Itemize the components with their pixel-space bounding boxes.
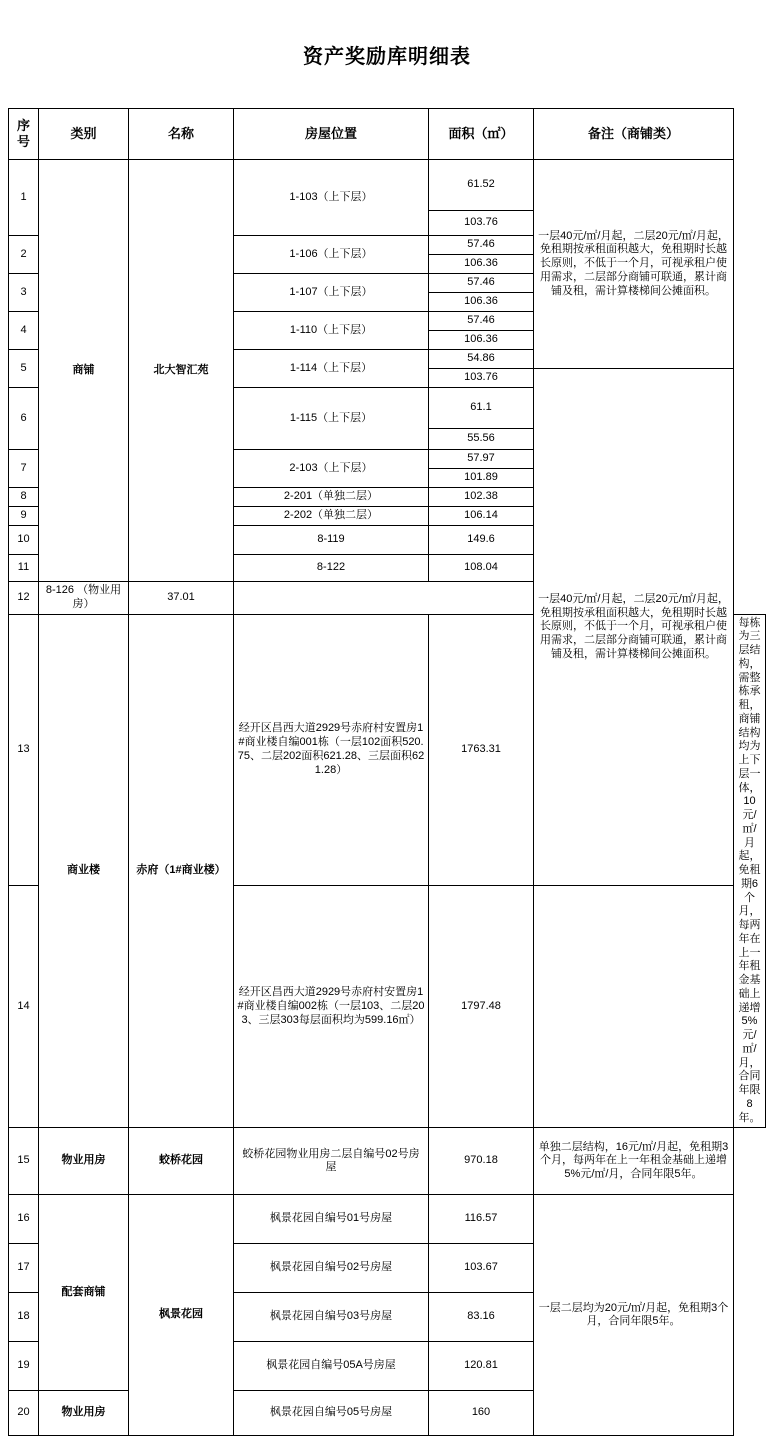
cell-location: 8-119 [234, 526, 429, 555]
cell-location: 2-103（上下层） [234, 450, 429, 488]
cell-location: 8-126 （物业用房） [39, 582, 129, 615]
cell-seq: 3 [9, 274, 39, 312]
cell-location: 枫景花园自编号01号房屋 [234, 1195, 429, 1244]
cell-note: 每栋为三层结构，需整栋承租，商铺结构均为上下层一体，10元/㎡/月起，免租期6个月，每两年在上一年租金基础上递增5%元/㎡/月，合同年限8年。 [734, 614, 766, 1128]
cell-location: 2-202（单独二层） [234, 507, 429, 526]
cell-name: 北大智汇苑 [129, 160, 234, 582]
cell-area: 61.1 [429, 388, 534, 429]
cell-area: 149.6 [429, 526, 534, 555]
cell-location: 蛟桥花园物业用房二层自编号02号房屋 [234, 1128, 429, 1195]
cell-area-secondary: 106.36 [429, 255, 534, 274]
cell-note: 一层40元/㎡/月起，二层20元/㎡/月起，免租期按承租面积越大，免租期时长越长原则，不低于一个月，可视承租户使用需求，二层部分商铺可联通，累计商铺及租，需计算楼梯间公摊面积。 [534, 160, 734, 369]
cell-category: 商铺 [39, 160, 129, 582]
cell-seq: 18 [9, 1293, 39, 1342]
cell-location: 枫景花园自编号05号房屋 [234, 1391, 429, 1436]
cell-location: 经开区昌西大道2929号赤府村安置房1#商业楼自编002栋（一层103、二层203、三层303每层面积均为599.16㎡） [234, 886, 429, 1128]
header-location: 房屋位置 [234, 109, 429, 160]
cell-area-secondary: 106.36 [429, 331, 534, 350]
cell-seq: 14 [9, 886, 39, 1128]
cell-note: 一层40元/㎡/月起，二层20元/㎡/月起，免租期按承租面积越大，免租期时长越长原则，不低于一个月，可视承租户使用需求，二层部分商铺可联通，累计商铺及租，需计算楼梯间公摊面积。 [534, 369, 734, 886]
header-area: 面积（㎡） [429, 109, 534, 160]
cell-area: 54.86 [429, 350, 534, 369]
cell-category: 商业楼 [39, 614, 129, 1128]
cell-note: 单独二层结构，16元/㎡/月起，免租期3个月，每两年在上一年租金基础上递增5%元/㎡/月，合同年限5年。 [534, 1128, 734, 1195]
cell-category: 物业用房 [39, 1128, 129, 1195]
cell-area: 37.01 [129, 582, 234, 615]
cell-seq: 13 [9, 614, 39, 886]
table-row [9, 1195, 766, 1244]
cell-category: 物业用房 [39, 1391, 129, 1436]
cell-area: 83.16 [429, 1293, 534, 1342]
header-name: 名称 [129, 109, 234, 160]
cell-location: 1-103（上下层） [234, 160, 429, 236]
cell-area: 1797.48 [429, 886, 534, 1128]
cell-area: 160 [429, 1391, 534, 1436]
cell-location: 1-114（上下层） [234, 350, 429, 388]
table-header-row [9, 109, 766, 160]
cell-seq: 17 [9, 1244, 39, 1293]
cell-seq: 2 [9, 236, 39, 274]
cell-area: 102.38 [429, 488, 534, 507]
title-block [8, 0, 766, 108]
header-category: 类别 [39, 109, 129, 160]
cell-seq: 7 [9, 450, 39, 488]
cell-seq: 16 [9, 1195, 39, 1244]
cell-seq: 6 [9, 388, 39, 450]
cell-seq: 12 [9, 582, 39, 615]
cell-seq: 8 [9, 488, 39, 507]
table-row [9, 160, 766, 211]
cell-area: 61.52 [429, 160, 534, 211]
cell-seq: 4 [9, 312, 39, 350]
cell-location: 枫景花园自编号02号房屋 [234, 1244, 429, 1293]
cell-location: 枫景花园自编号03号房屋 [234, 1293, 429, 1342]
cell-area: 106.14 [429, 507, 534, 526]
cell-name: 蛟桥花园 [129, 1128, 234, 1195]
cell-area: 57.46 [429, 274, 534, 293]
cell-area: 1763.31 [429, 614, 534, 886]
cell-seq: 10 [9, 526, 39, 555]
cell-area: 57.97 [429, 450, 534, 469]
page-title: 资产奖励库明细表 [303, 45, 471, 68]
cell-name: 赤府（1#商业楼） [129, 614, 234, 1128]
cell-area: 120.81 [429, 1342, 534, 1391]
header-seq: 序号 [9, 109, 39, 160]
cell-area: 103.67 [429, 1244, 534, 1293]
cell-area-secondary: 103.76 [429, 211, 534, 236]
cell-area-secondary: 55.56 [429, 429, 534, 450]
cell-note: 一层二层均为20元/㎡/月起，免租期3个月，合同年限5年。 [534, 1195, 734, 1436]
cell-seq: 19 [9, 1342, 39, 1391]
cell-area: 57.46 [429, 312, 534, 331]
cell-seq: 9 [9, 507, 39, 526]
cell-location: 2-201（单独二层） [234, 488, 429, 507]
cell-area: 108.04 [429, 555, 534, 582]
cell-location: 1-106（上下层） [234, 236, 429, 274]
table-row [9, 1128, 766, 1195]
cell-area: 116.57 [429, 1195, 534, 1244]
cell-location: 1-107（上下层） [234, 274, 429, 312]
cell-seq: 20 [9, 1391, 39, 1436]
header-note: 备注（商铺类） [534, 109, 734, 160]
cell-seq: 5 [9, 350, 39, 388]
cell-location: 枫景花园自编号05A号房屋 [234, 1342, 429, 1391]
cell-area: 57.46 [429, 236, 534, 255]
cell-location: 1-110（上下层） [234, 312, 429, 350]
cell-location: 经开区昌西大道2929号赤府村安置房1#商业楼自编001栋（一层102面积520.75、二层202面积621.28、三层面积621.28） [234, 614, 429, 886]
asset-reward-table [8, 108, 766, 1436]
cell-area: 970.18 [429, 1128, 534, 1195]
cell-name: 枫景花园 [129, 1195, 234, 1436]
cell-seq: 15 [9, 1128, 39, 1195]
cell-area-secondary: 101.89 [429, 469, 534, 488]
cell-area-secondary: 106.36 [429, 293, 534, 312]
cell-location: 1-115（上下层） [234, 388, 429, 450]
cell-seq: 1 [9, 160, 39, 236]
cell-area-secondary: 103.76 [429, 369, 534, 388]
cell-location: 8-122 [234, 555, 429, 582]
cell-category: 配套商铺 [39, 1195, 129, 1391]
cell-seq: 11 [9, 555, 39, 582]
